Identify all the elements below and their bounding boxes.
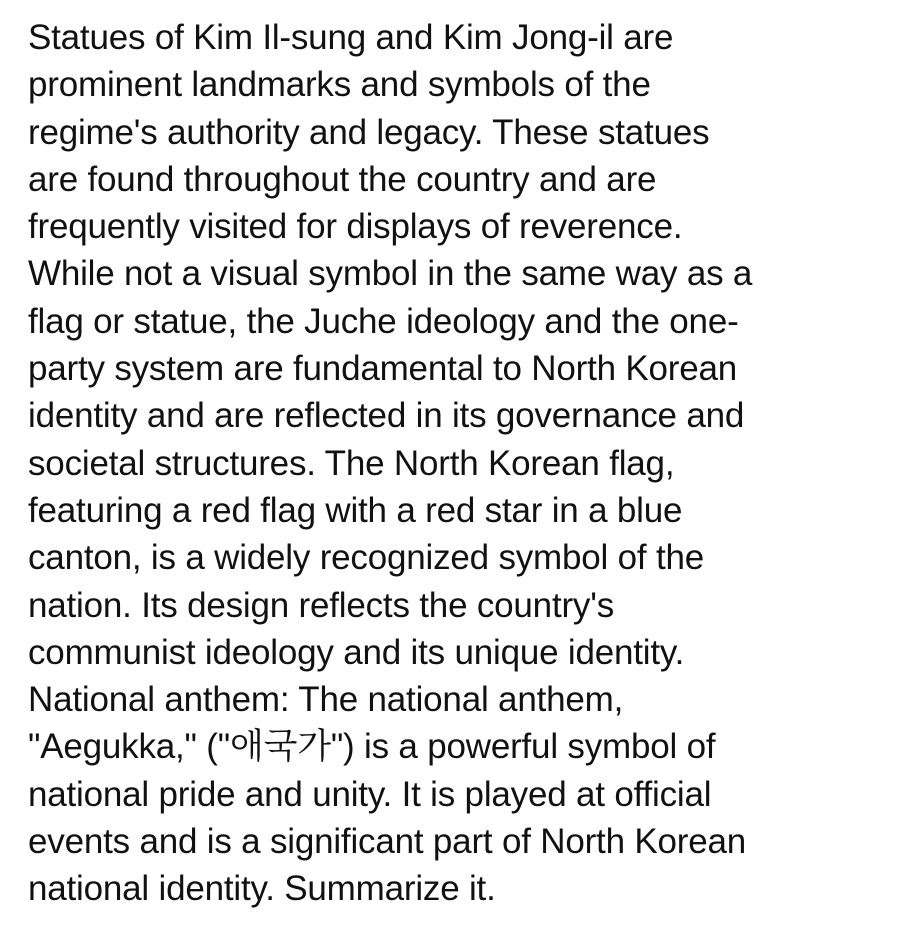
text-line: events and is a significant part of North Korean bbox=[28, 822, 747, 862]
text-line: identity and are reflected in its governance and bbox=[28, 396, 745, 436]
text-line: Statues of Kim Il-sung and Kim Jong-il are bbox=[28, 18, 674, 57]
text-line: frequently visited for displays of reverence. bbox=[28, 207, 683, 247]
text-line: nation. Its design reflects the country's bbox=[28, 585, 615, 625]
text-line: "Aegukka," ("애국가") is a powerful symbol of bbox=[28, 727, 716, 767]
text-line: prominent landmarks and symbols of the bbox=[28, 65, 651, 105]
text-line: flag or statue, the Juche ideology and the one- bbox=[28, 301, 739, 341]
text-line: canton, is a widely recognized symbol of the bbox=[28, 538, 705, 578]
text-line: are found throughout the country and are bbox=[28, 159, 657, 199]
text-line: societal structures. The North Korean flag, bbox=[28, 443, 675, 483]
text-line: national pride and unity. It is played at official bbox=[28, 774, 712, 814]
text-line: communist ideology and its unique identity. bbox=[28, 632, 685, 672]
text-line: party system are fundamental to North Korean bbox=[28, 349, 738, 389]
text-line: regime's authority and legacy. These statues bbox=[28, 112, 710, 152]
text-line: While not a visual symbol in the same way as a bbox=[28, 254, 753, 294]
message-text bbox=[28, 14, 888, 913]
text-line: National anthem: The national anthem, bbox=[28, 680, 624, 720]
text-line: featuring a red flag with a red star in a blue bbox=[28, 490, 683, 530]
text-line: national identity. Summarize it. bbox=[28, 869, 496, 909]
